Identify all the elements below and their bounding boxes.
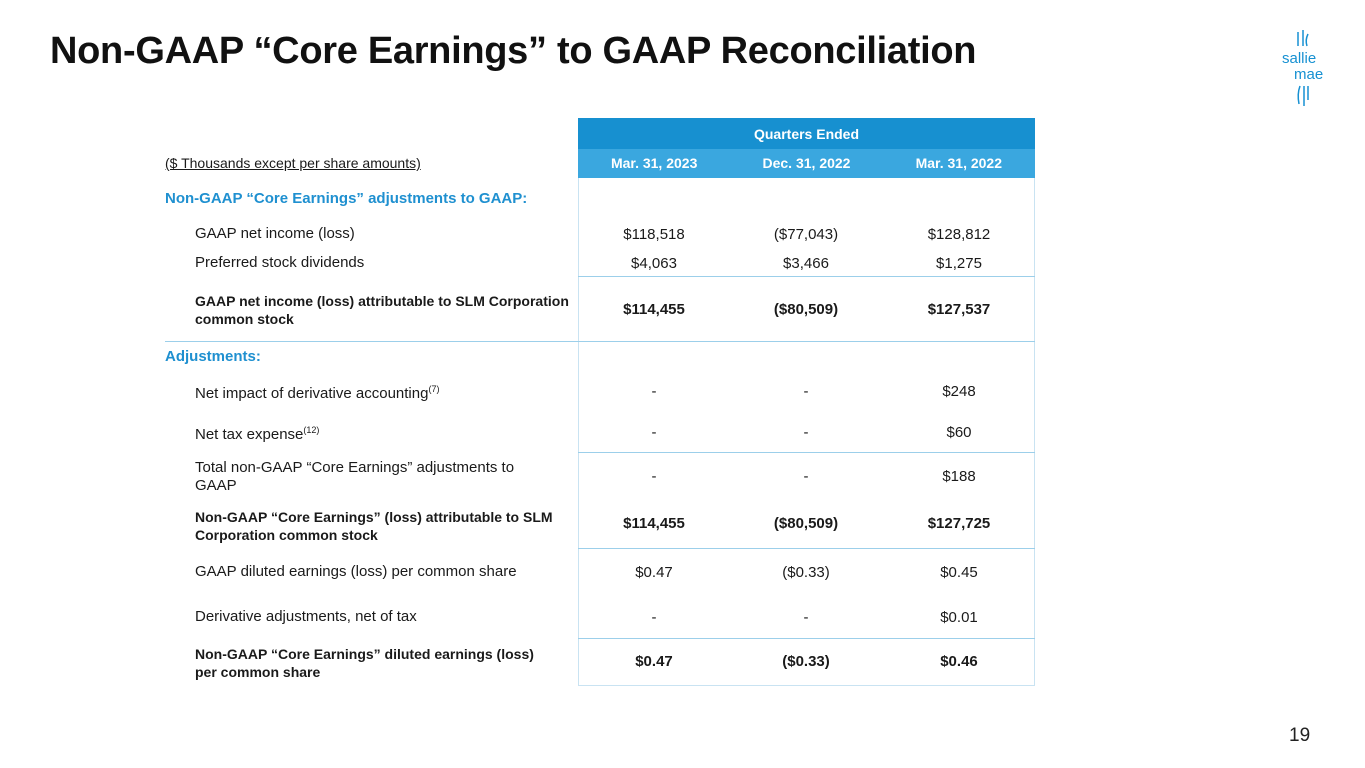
cell-value: ($80,509): [773, 301, 839, 318]
cell-value: $248: [942, 382, 976, 400]
row-label: Total non-GAAP “Core Earnings” adjustments to GAAP: [195, 459, 515, 494]
table-row: [0, 562, 1040, 582]
cell-value: -: [651, 608, 657, 626]
row-label: GAAP net income (loss) attributable to SLM Corporation common stock: [195, 293, 569, 327]
cell-value: $118,518: [623, 225, 685, 243]
cell-value: $4,063: [631, 254, 677, 272]
cell-value: $0.45: [940, 563, 978, 581]
cell-value: -: [651, 382, 657, 400]
table-row: [0, 645, 1040, 681]
column-header-mar-2023: Mar. 31, 2023: [610, 155, 698, 171]
cell-value: $114,455: [623, 301, 685, 318]
table-row: [0, 508, 1040, 544]
footnote-ref: (7): [428, 383, 440, 394]
cell-value: $0.46: [940, 653, 978, 670]
cell-value: -: [803, 468, 809, 485]
logo-word-sallie: sallie: [1282, 50, 1317, 67]
cell-value: $1,275: [936, 254, 982, 272]
table-row: [0, 607, 1040, 627]
table-row: [0, 253, 1040, 273]
cell-value: $128,812: [927, 225, 991, 243]
cell-value: $0.47: [635, 563, 673, 581]
cell-value: $0.47: [635, 653, 673, 670]
cell-value: ($80,509): [773, 515, 839, 532]
quarters-ended-header: Quarters Ended: [578, 118, 1035, 149]
row-label: [195, 380, 570, 403]
row-label-text: Net impact of derivative accounting: [195, 384, 429, 402]
row-label: Non-GAAP “Core Earnings” (loss) attributable to SLM Corporation common stock: [195, 509, 553, 543]
cell-value: -: [803, 423, 809, 441]
cell-value: -: [651, 468, 657, 485]
row-label: Preferred stock dividends: [195, 254, 365, 271]
row-label-text: Net tax expense: [195, 425, 304, 443]
cell-value: $114,455: [623, 515, 685, 532]
units-label: ($ Thousands except per share amounts): [165, 155, 421, 171]
cell-value: ($0.33): [782, 563, 830, 581]
cell-value: ($0.33): [782, 653, 830, 670]
cell-value: -: [651, 423, 657, 441]
cell-value: ($77,043): [773, 225, 839, 243]
column-headers: [578, 149, 1035, 178]
page-title: Non-GAAP “Core Earnings” to GAAP Reconciliation: [50, 30, 977, 72]
cell-value: -: [803, 382, 809, 400]
row-divider: [578, 638, 1035, 639]
row-divider: [578, 276, 1035, 277]
page-number: 19: [1289, 725, 1311, 746]
table-row: [0, 224, 1040, 244]
table-row: [0, 459, 1040, 495]
row-divider: [165, 341, 1035, 342]
logo-word-mae: mae: [1294, 66, 1324, 83]
cell-value: $60: [946, 423, 972, 441]
cell-value: $127,537: [927, 301, 991, 318]
row-label: GAAP diluted earnings (loss) per common share: [195, 563, 517, 580]
row-label: GAAP net income (loss): [195, 225, 355, 242]
row-label: Derivative adjustments, net of tax: [195, 608, 417, 625]
cell-value: -: [803, 608, 809, 626]
column-header-dec-2022: Dec. 31, 2022: [762, 155, 851, 171]
table-row: [0, 422, 1040, 442]
table-row: [0, 381, 1040, 401]
cell-value: $127,725: [927, 515, 991, 532]
row-label: [195, 421, 570, 444]
footnote-ref: (12): [303, 424, 320, 435]
cell-value: $3,466: [783, 254, 829, 272]
cell-value: $188: [942, 468, 976, 485]
section-adjustments: Adjustments:: [165, 348, 261, 365]
row-divider: [578, 548, 1035, 549]
section-core-earnings-adjustments: Non-GAAP “Core Earnings” adjustments to GAAP:: [165, 190, 528, 207]
column-header-mar-2022: Mar. 31, 2022: [915, 155, 1003, 171]
row-divider: [578, 452, 1035, 453]
row-label: Non-GAAP “Core Earnings” diluted earnings (loss) per common share: [195, 646, 534, 680]
cell-value: $0.01: [940, 608, 978, 626]
table-row: [0, 292, 1040, 328]
